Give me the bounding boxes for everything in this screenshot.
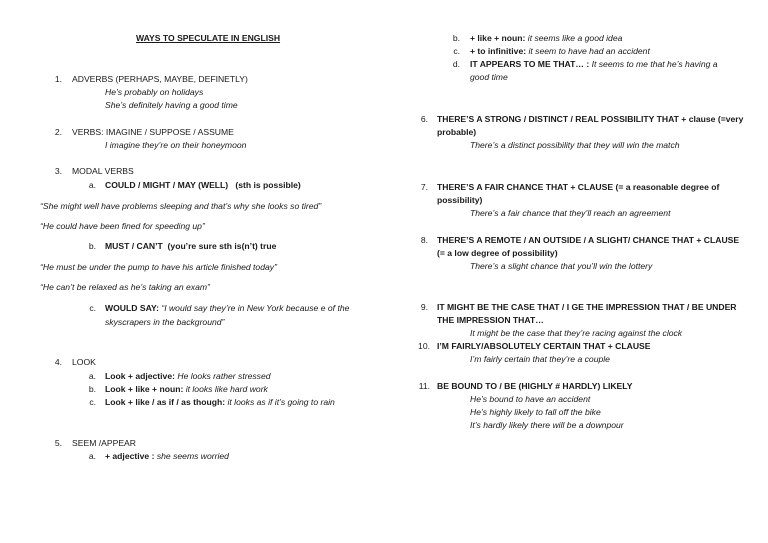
section-heading: I’M FAIRLY/ABSOLUTELY CERTAIN THAT + CLAUSE [437,341,651,351]
section-heading-cont: probable) [437,127,477,137]
sub-item-letter: b. [88,384,96,394]
sub-item-letter: c. [89,397,96,407]
page-title: WAYS TO SPECULATE IN ENGLISH [136,33,281,43]
sub-item-note: (you’re sure sth is(n’t) true [167,241,277,251]
example-sentence: She’s definitely having a good time [105,100,238,110]
section-number: 6. [420,114,428,124]
sub-item-letter: d. [452,59,460,69]
example-sentence: There’s a distinct possibility that they will win the match [470,140,680,150]
section-heading: BE BOUND TO / BE (HIGHLY # HARDLY) LIKELY [437,381,633,391]
section-number: 11. [418,381,430,391]
example-sentence: It might be the case that they’re racing against the clock [470,328,683,338]
example-sentence: There’s a slight chance that you’ll win the lottery [470,261,653,271]
sub-item-line: skyscrapers in the background” [105,317,225,327]
section-number: 4. [54,357,62,367]
example-sentence: “He must be under the pump to have his article finished today” [40,262,277,272]
sub-item-line: Look + adjective: He looks rather stressed [105,371,271,381]
sub-item-line: + to infinitive: it seem to have had an accident [470,46,650,56]
sub-item-note: (sth is possible) [235,180,301,190]
section-heading: ADVERBS (PERHAPS, MAYBE, DEFINETLY) [72,74,248,84]
example-sentence: “He could have been fined for speeding up” [40,221,205,231]
sub-item-letter: c. [89,303,96,313]
section-number: 2. [54,127,62,137]
sub-item-line: + like + noun: it seems like a good idea [470,33,623,43]
section-heading: IT MIGHT BE THE CASE THAT / I GE THE IMPRESSION THAT / BE UNDER [437,302,737,312]
sub-item-letter: c. [453,46,460,56]
section-number: 1. [54,74,62,84]
sub-item-letter: b. [452,33,460,43]
example-sentence: “She might well have problems sleeping and that’s why she looks so tired” [40,201,322,211]
section-heading: VERBS: IMAGINE / SUPPOSE / ASSUME [72,127,234,137]
section-heading: SEEM /APPEAR [72,438,136,448]
section-heading: LOOK [72,357,96,367]
example-sentence: I’m fairly certain that they’re a couple [470,354,610,364]
sub-item-letter: a. [88,451,96,461]
sub-item-line: IT APPEARS TO ME THAT… : It seems to me that he’s having a [470,59,718,69]
example-sentence: He’s bound to have an accident [470,394,591,404]
section-number: 9. [420,302,428,312]
section-number: 5. [54,438,62,448]
sub-item-letter: a. [88,180,96,190]
section-heading-cont: possibility) [437,195,483,205]
example-sentence: “He can’t be relaxed as he’s taking an exam” [40,282,210,292]
example-sentence: He’s probably on holidays [105,87,204,97]
sub-item-heading: MUST / CAN’T (you’re sure sth is(n’t) true [105,241,277,251]
example-sentence: It’s hardly likely there will be a downpour [470,420,624,430]
sub-item-line: + adjective : she seems worried [105,451,229,461]
section-heading-cont: THE IMPRESSION THAT… [437,315,544,325]
section-heading: THERE’S A REMOTE / AN OUTSIDE / A SLIGHT/ CHANCE THAT + CLAUSE [437,235,740,245]
section-heading: MODAL VERBS [72,166,134,176]
sub-item-line: Look + like + noun: it looks like hard work [105,384,268,394]
sub-item-line: WOULD SAY: “I would say they’re in New York because e of the [105,303,350,313]
section-heading: THERE’S A STRONG / DISTINCT / REAL POSSIBILITY THAT + clause (=very [437,114,744,124]
sub-item-line: good time [470,72,508,82]
sub-item-line: Look + like / as if / as though: it looks as if it’s going to rain [105,397,335,407]
example-sentence: I imagine they’re on their honeymoon [105,140,247,150]
sub-item-letter: b. [88,241,96,251]
sub-item-heading: COULD / MIGHT / MAY (WELL) (sth is possible) [105,180,301,190]
section-heading-cont: (= a low degree of possibility) [437,248,558,258]
example-sentence: He’s highly likely to fall off the bike [470,407,601,417]
section-heading: THERE’S A FAIR CHANCE THAT + CLAUSE (= a reasonable degree of [437,182,720,192]
sub-item-letter: a. [88,371,96,381]
example-sentence: There’s a fair chance that they’ll reach an agreement [470,208,671,218]
section-number: 8. [420,235,428,245]
section-number: 3. [54,166,62,176]
section-number: 7. [420,182,428,192]
section-number: 10. [418,341,430,351]
